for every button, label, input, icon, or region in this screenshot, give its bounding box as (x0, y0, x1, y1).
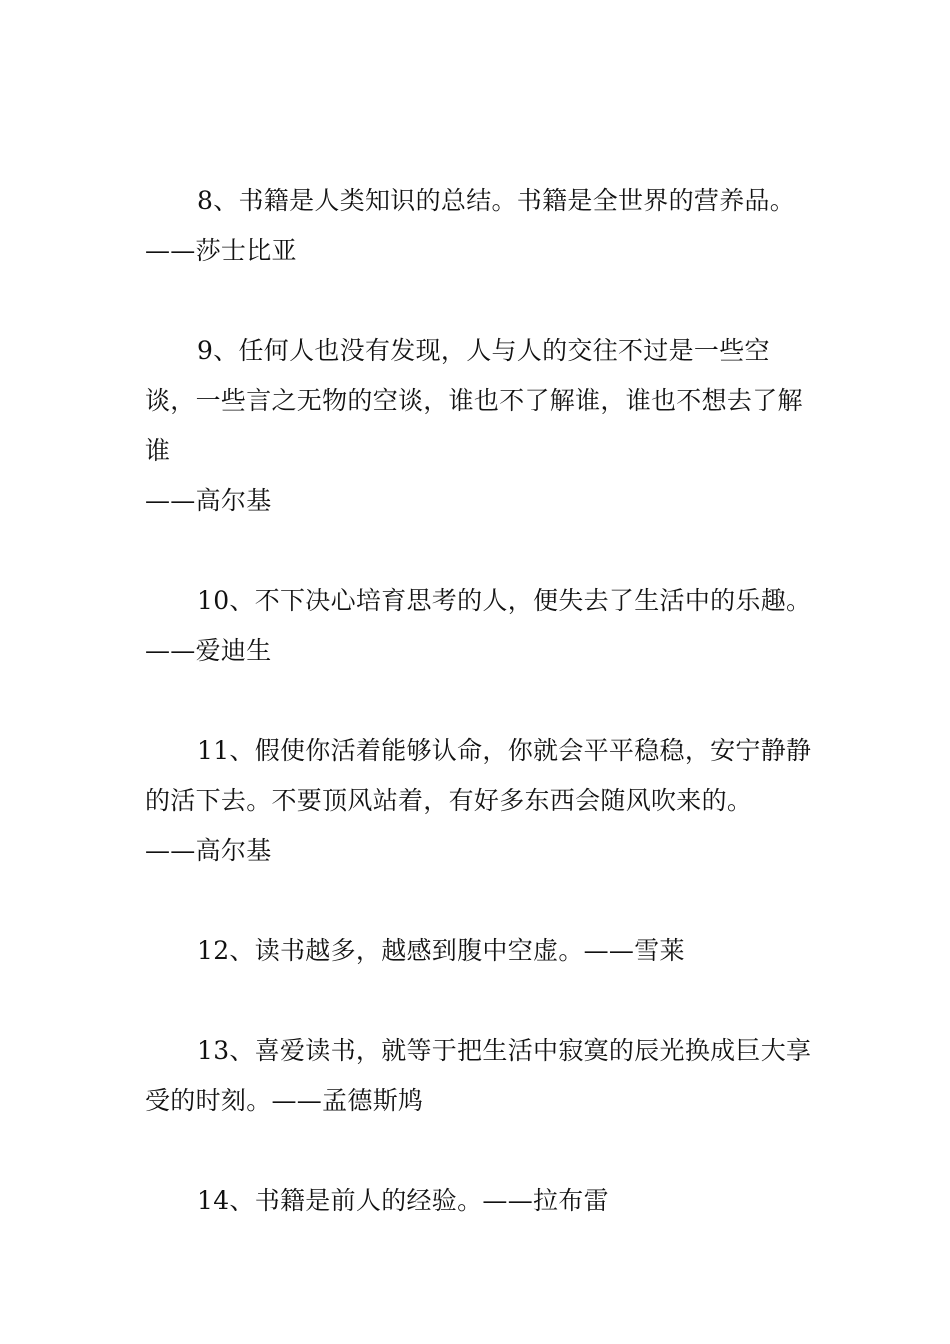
quote-text: 11、假使你活着能够认命，你就会平平稳稳，安宁静静的活下去。不要顶风站着，有好多东西会随风吹来的。 (145, 736, 812, 815)
quote-list (145, 176, 820, 1226)
quote-item-11 (145, 726, 820, 876)
quote-author: ——高尔基 (145, 486, 272, 515)
quote-text: 9、任何人也没有发现，人与人的交往不过是一些空谈，一些言之无物的空谈，谁也不了解谁，谁也不想去了解谁 (145, 336, 803, 465)
quote-author: ——爱迪生 (145, 636, 272, 665)
quote-author: ——高尔基 (145, 836, 272, 865)
quote-item-8 (145, 176, 820, 276)
quote-item-10 (145, 576, 820, 676)
quote-item-13 (145, 1026, 820, 1126)
quote-text: 8、书籍是人类知识的总结。书籍是全世界的营养品。 (197, 186, 796, 215)
quote-text: 12、读书越多，越感到腹中空虚。——雪莱 (197, 936, 685, 965)
quote-text: 13、喜爱读书，就等于把生活中寂寞的辰光换成巨大享受的时刻。——孟德斯鸠 (145, 1036, 812, 1115)
quote-item-12 (145, 926, 820, 976)
quote-author: ——莎士比亚 (145, 236, 297, 265)
quote-item-14 (145, 1176, 820, 1226)
quote-item-9 (145, 326, 820, 526)
quote-text: 10、不下决心培育思考的人，便失去了生活中的乐趣。 (197, 586, 812, 615)
quote-text: 14、书籍是前人的经验。——拉布雷 (197, 1186, 609, 1215)
